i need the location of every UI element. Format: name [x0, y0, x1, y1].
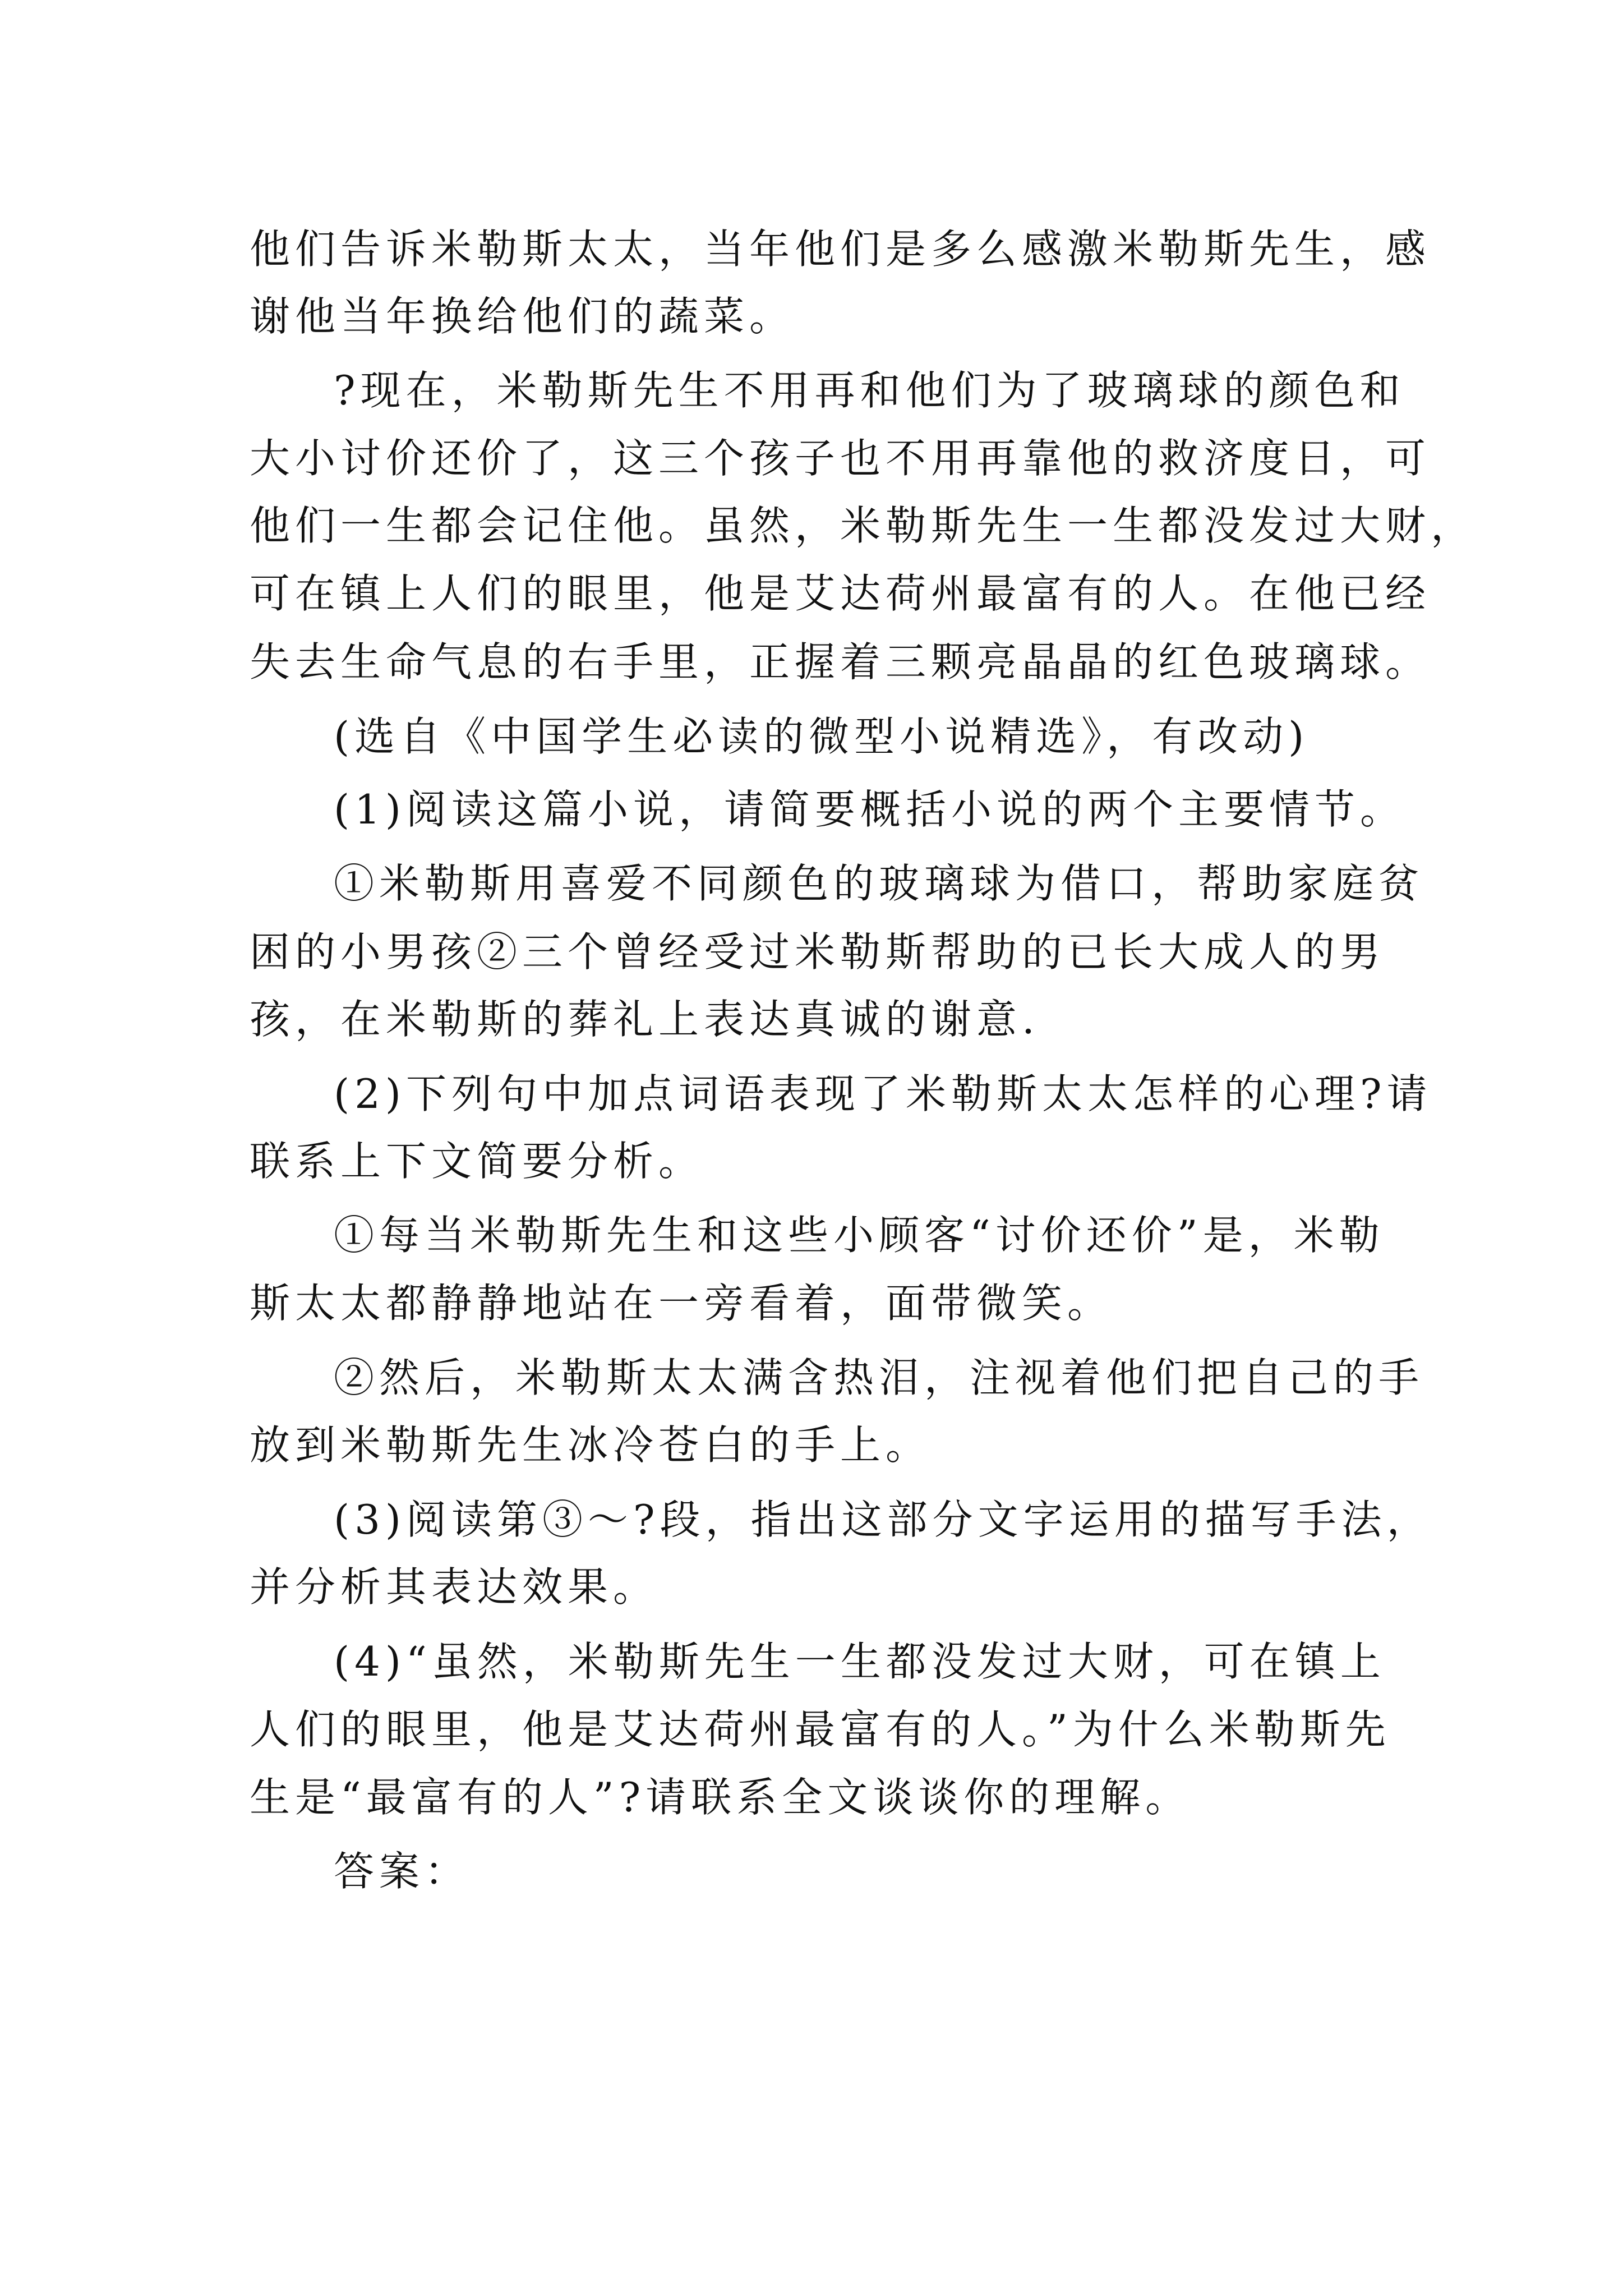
text-line: 他们告诉米勒斯太太，当年他们是多么感激米勒斯先生，感: [250, 226, 1431, 273]
question-3: (3)阅读第③～?段，指出这部分文字运用的描写手法，: [334, 1496, 1432, 1543]
text-line: ?现在，米勒斯先生不用再和他们为了玻璃球的颜色和: [334, 367, 1405, 414]
text-line: 联系上下文简要分析。: [250, 1138, 704, 1185]
text-line: 生是“最富有的人”?请联系全文谈谈你的理解。: [250, 1774, 1191, 1821]
text-line: 孩，在米勒斯的葬礼上表达真诚的谢意.: [250, 996, 1040, 1043]
text-line: ①米勒斯用喜爱不同颜色的玻璃球为借口，帮助家庭贫: [334, 860, 1424, 907]
answer-label: 答案：: [334, 1848, 471, 1895]
text-line: 放到米勒斯先生冰冷苍白的手上。: [250, 1421, 932, 1469]
text-line: 人们的眼里，他是艾达荷州最富有的人。”为什么米勒斯先: [250, 1706, 1391, 1753]
text-line: ②然后，米勒斯太太满含热泪，注视着他们把自己的手: [334, 1354, 1424, 1401]
text-line: 失去生命气息的右手里，正握着三颗亮晶晶的红色玻璃球。: [250, 638, 1431, 685]
text-line: 大小讨价还价了，这三个孩子也不用再靠他的救济度日，可: [250, 435, 1431, 482]
text-line: 并分析其表达效果。: [250, 1563, 659, 1611]
text-line: 困的小男孩②三个曾经受过米勒斯帮助的已长大成人的男: [250, 928, 1386, 976]
text-line: ①每当米勒斯先生和这些小顾客“讨价还价”是，米勒: [334, 1212, 1385, 1259]
text-line: 他们一生都会记住他。虽然，米勒斯先生一生都没发过大财，: [250, 502, 1477, 549]
question-4: (4)“虽然，米勒斯先生一生都没发过大财，可在镇上: [334, 1638, 1386, 1685]
text-line: 斯太太都静静地站在一旁看着，面带微笑。: [250, 1280, 1113, 1327]
source-citation: (选自《中国学生必读的微型小说精选》，有改动): [334, 713, 1310, 760]
text-line: 可在镇上人们的眼里，他是艾达荷州最富有的人。在他已经: [250, 570, 1431, 617]
question-2: (2)下列句中加点词语表现了米勒斯太太怎样的心理?请: [334, 1070, 1432, 1117]
text-line: 谢他当年换给他们的蔬菜。: [250, 293, 795, 340]
question-1: (1)阅读这篇小说，请简要概括小说的两个主要情节。: [334, 786, 1405, 833]
